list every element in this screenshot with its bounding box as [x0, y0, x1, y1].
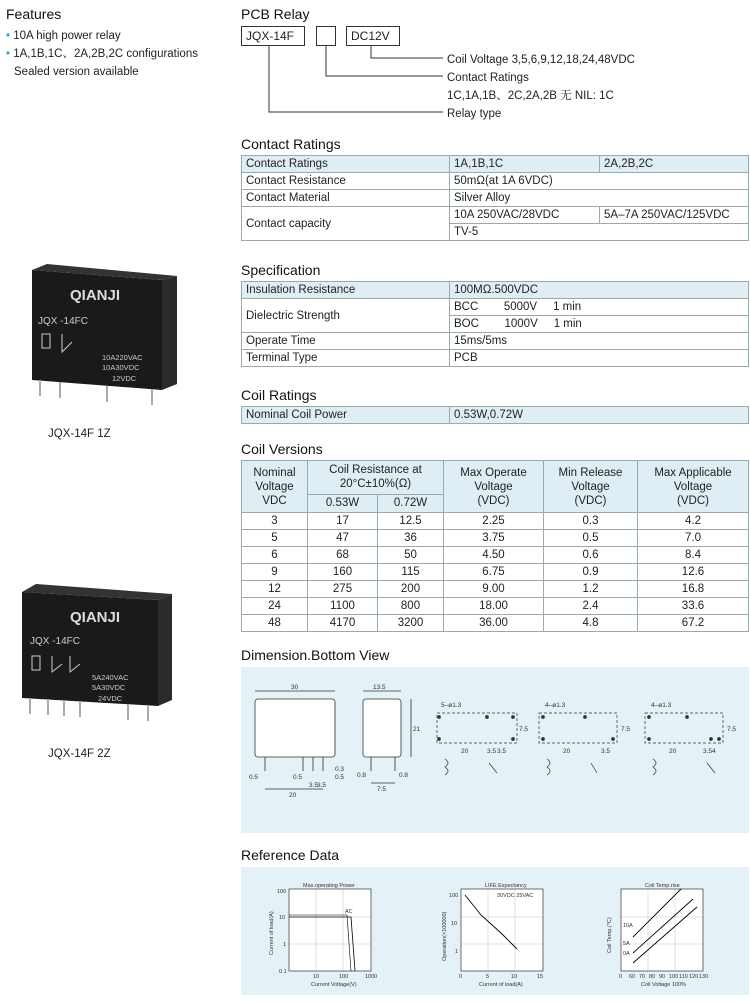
table-row [242, 581, 749, 598]
dim-label: 30 [291, 684, 299, 691]
svg-text:7.5: 7.5 [377, 786, 387, 793]
svg-text:10: 10 [511, 974, 518, 980]
svg-text:0.3: 0.3 [335, 766, 345, 773]
table-cell: 0.3 [544, 513, 638, 530]
svg-text:70: 70 [639, 974, 646, 980]
svg-text:10: 10 [313, 974, 320, 980]
svg-text:130: 130 [699, 974, 709, 980]
svg-text:100: 100 [277, 889, 287, 895]
table-cell: 4.2 [638, 513, 749, 530]
table-cell: 4170 [308, 615, 378, 632]
pcb-legend: Coil Voltage 3,5,6,9,12,18,24,48VDC Contact Ratings 1C,1A,1B、2C,2A,2B 无 NIL: 1C Relay type [447, 54, 635, 120]
specification-title: Specification [241, 262, 321, 278]
svg-text:3.5: 3.5 [317, 782, 327, 789]
svg-text:10A30VDC: 10A30VDC [102, 363, 140, 372]
svg-text:120: 120 [689, 974, 699, 980]
contact-ratings-title: Contact Ratings [241, 136, 341, 152]
product-caption-1z: JQX-14F 1Z [48, 428, 111, 440]
svg-text:110: 110 [679, 974, 688, 980]
reference-title: Reference Data [241, 847, 340, 863]
feature-item: • 10A high power relay [6, 30, 121, 42]
svg-text:10A: 10A [623, 923, 633, 929]
svg-text:5A30VDC: 5A30VDC [92, 683, 126, 692]
table-cell: 68 [308, 547, 378, 564]
svg-text:7.5: 7.5 [727, 726, 737, 733]
features-list [6, 27, 198, 81]
svg-text:20: 20 [289, 792, 297, 799]
svg-text:15: 15 [537, 974, 544, 980]
svg-text:Coil Voltage 100%: Coil Voltage 100% [641, 982, 686, 988]
svg-text:JQX -14FC: JQX -14FC [38, 316, 89, 327]
svg-text:JQX -14FC: JQX -14FC [30, 636, 81, 647]
pcb-leader-lines [241, 46, 451, 116]
bottom-view-1c [645, 713, 723, 775]
table-cell: 33.6 [638, 598, 749, 615]
side-view [363, 691, 411, 783]
table-row [242, 547, 749, 564]
svg-text:3.5: 3.5 [497, 748, 507, 755]
svg-text:1: 1 [455, 949, 459, 955]
table-cell: 800 [378, 598, 444, 615]
bottom-view-1a [539, 713, 617, 775]
table-row [242, 615, 749, 632]
table-cell: 0.9 [544, 564, 638, 581]
svg-text:13.5: 13.5 [373, 684, 386, 691]
svg-text:60: 60 [629, 974, 636, 980]
coil-ratings-table: Nominal Coil Power 0.53W,0.72W [241, 406, 749, 424]
table-cell: 18.00 [444, 598, 544, 615]
svg-text:90: 90 [659, 974, 666, 980]
table-cell: 8.4 [638, 547, 749, 564]
svg-text:10A220VAC: 10A220VAC [102, 353, 143, 362]
table-cell: 1100 [308, 598, 378, 615]
table-cell: 5 [242, 530, 308, 547]
pcb-code-contact [316, 26, 336, 46]
chart-coil-temp-rise [607, 883, 708, 988]
svg-text:7.5: 7.5 [519, 726, 529, 733]
table-cell: 50 [378, 547, 444, 564]
pcb-code-relay-type: JQX-14F [241, 26, 305, 46]
svg-text:80: 80 [649, 974, 656, 980]
table-cell: 7.0 [638, 530, 749, 547]
svg-text:Current of load(A): Current of load(A) [479, 982, 523, 988]
table-cell: 2.4 [544, 598, 638, 615]
table-row [242, 564, 749, 581]
svg-text:3.5: 3.5 [309, 782, 319, 789]
svg-text:0: 0 [459, 974, 463, 980]
table-cell: 0.6 [544, 547, 638, 564]
specification-table: Insulation Resistance 100MΩ.500VDC Dielectric Strength BCC 5000V 1 min BOC 1000V 1 min Operate Time 15ms/5ms Terminal Type PCB [241, 281, 749, 367]
svg-text:20: 20 [669, 748, 677, 755]
table-cell: 48 [242, 615, 308, 632]
table-cell: 275 [308, 581, 378, 598]
svg-text:0.1: 0.1 [279, 969, 287, 975]
features-title: Features [6, 6, 62, 22]
table-cell: 36.00 [444, 615, 544, 632]
svg-text:4–ø1.3: 4–ø1.3 [545, 702, 566, 709]
product-photo-1z [12, 262, 182, 412]
feature-item: Sealed version available [14, 66, 139, 78]
coil-ratings-title: Coil Ratings [241, 387, 317, 403]
svg-text:0.8: 0.8 [357, 772, 367, 779]
table-cell: 3 [242, 513, 308, 530]
table-cell: 16.8 [638, 581, 749, 598]
product-caption-2z: JQX-14F 2Z [48, 748, 111, 760]
svg-text:21: 21 [413, 726, 421, 733]
svg-text:5A: 5A [623, 941, 630, 947]
table-cell: 12.6 [638, 564, 749, 581]
table-cell: 200 [378, 581, 444, 598]
svg-text:1000: 1000 [365, 974, 378, 980]
svg-text:AC: AC [345, 909, 353, 915]
svg-text:1: 1 [283, 942, 287, 948]
svg-text:QIANJI: QIANJI [70, 287, 121, 304]
pcb-code-voltage: DC12V [346, 26, 400, 46]
coil-versions-title: Coil Versions [241, 441, 323, 457]
table-cell: 160 [308, 564, 378, 581]
svg-text:QIANJI: QIANJI [70, 609, 121, 626]
svg-text:3.5: 3.5 [487, 748, 497, 755]
svg-text:3.5: 3.5 [601, 748, 611, 755]
table-cell: 1.2 [544, 581, 638, 598]
pcb-title: PCB Relay [241, 6, 310, 22]
bottom-view-2z [437, 713, 517, 775]
svg-text:0.5: 0.5 [249, 774, 259, 781]
svg-text:5A240VAC: 5A240VAC [92, 673, 129, 682]
svg-text:Coil Temp.(℃): Coil Temp.(℃) [607, 917, 613, 953]
table-cell: 36 [378, 530, 444, 547]
contact-ratings-table: Contact Ratings 1A,1B,1C 2A,2B,2C Contact Resistance 50mΩ(at 1A 6VDC) Contact Material Silver Alloy Contact capacity 10A 250VAC/28VDC 5A–7A 250VAC/125VDC TV-5 [241, 155, 749, 241]
table-cell: 6 [242, 547, 308, 564]
table-cell: 6.75 [444, 564, 544, 581]
table-cell: 12 [242, 581, 308, 598]
svg-text:24VDC: 24VDC [98, 694, 123, 703]
svg-text:Current Voltage(V): Current Voltage(V) [311, 982, 357, 988]
reference-panel [241, 867, 749, 995]
coil-versions-table: Nominal Voltage VDC Coil Resistance at 20°C±10%(Ω) Max Operate Voltage (VDC) Min Release Voltage (VDC) Max Applicable Voltage (VDC) 0.53W 0.72W 3 17 12.5 2.25 0.3 4.2 5 47 36 3.75 0.5 7.0 6 68 50 4.50 0.6 8.4 9 160 115 6.75 0.9 12.6 12 275 200 9.00 1.2 16.8 24 1100 800 18.00 2.4 33.6 48 4170 3200 36.00 4.8 67.2 [241, 460, 749, 632]
svg-text:100: 100 [669, 974, 679, 980]
svg-text:Coil Temp.rise: Coil Temp.rise [645, 883, 680, 889]
chart-max-operating-power [269, 883, 377, 988]
table-cell: 67.2 [638, 615, 749, 632]
svg-text:5–ø1.3: 5–ø1.3 [441, 702, 462, 709]
svg-text:4–ø1.3: 4–ø1.3 [651, 702, 672, 709]
svg-text:3.54: 3.54 [703, 748, 716, 755]
svg-text:10: 10 [279, 915, 286, 921]
svg-text:20: 20 [563, 748, 571, 755]
table-row [242, 598, 749, 615]
svg-text:Max.operating Power: Max.operating Power [303, 883, 355, 889]
svg-text:10: 10 [451, 921, 458, 927]
chart-life-expectancy [442, 883, 543, 988]
svg-text:7.5: 7.5 [621, 726, 631, 733]
svg-text:0: 0 [619, 974, 623, 980]
dimension-panel [241, 667, 749, 833]
svg-text:20: 20 [461, 748, 469, 755]
table-cell: 24 [242, 598, 308, 615]
svg-text:Operation(×100000): Operation(×100000) [442, 911, 448, 961]
table-cell: 47 [308, 530, 378, 547]
svg-text:0.5: 0.5 [293, 774, 303, 781]
svg-text:100: 100 [449, 893, 459, 899]
svg-text:0A: 0A [623, 951, 630, 957]
table-cell: 17 [308, 513, 378, 530]
svg-text:LIFE Expectancy: LIFE Expectancy [485, 883, 527, 889]
table-cell: 9 [242, 564, 308, 581]
table-cell: 2.25 [444, 513, 544, 530]
table-cell: 0.5 [544, 530, 638, 547]
svg-text:5: 5 [486, 974, 490, 980]
svg-text:12VDC: 12VDC [112, 374, 137, 383]
table-cell: 115 [378, 564, 444, 581]
table-row [242, 513, 749, 530]
feature-item: • 1A,1B,1C、2A,2B,2C configurations [6, 48, 198, 60]
table-cell: 4.8 [544, 615, 638, 632]
svg-text:0.8: 0.8 [399, 772, 409, 779]
table-cell: 4.50 [444, 547, 544, 564]
product-photo-2z [8, 580, 178, 728]
svg-text:30VDC 25VAC: 30VDC 25VAC [497, 893, 534, 899]
table-cell: 3200 [378, 615, 444, 632]
table-cell: 9.00 [444, 581, 544, 598]
svg-text:100: 100 [339, 974, 349, 980]
dimension-title: Dimension.Bottom View [241, 647, 390, 663]
svg-text:Current of load(A): Current of load(A) [269, 911, 275, 955]
table-cell: 3.75 [444, 530, 544, 547]
table-cell: 12.5 [378, 513, 444, 530]
svg-text:0.5: 0.5 [335, 774, 345, 781]
table-row [242, 530, 749, 547]
